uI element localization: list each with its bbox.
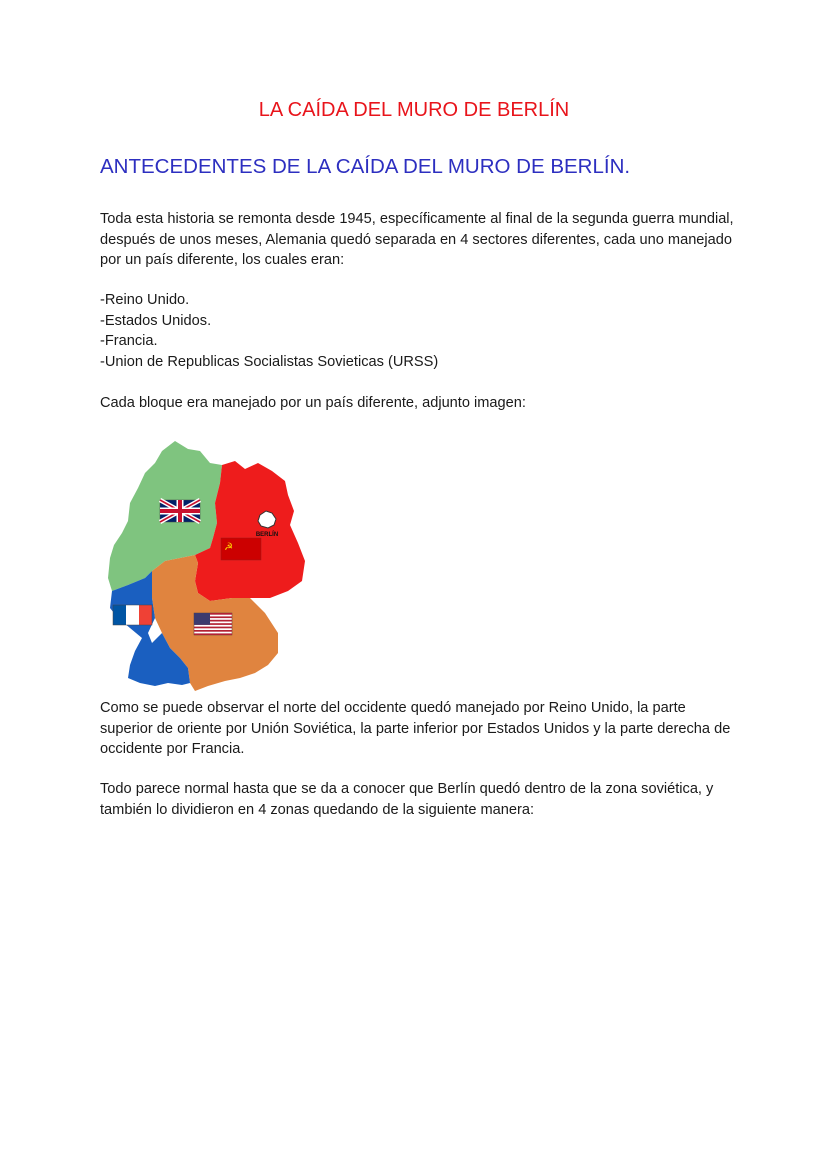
map-description-paragraph: Como se puede observar el norte del occidente quedó manejado por Reino Unido, la parte superior de oriente por Unión Soviética, la parte inferior por Estados Unidos y la parte derecha de occidente por Francia. (100, 700, 731, 757)
soviet-flag-icon (221, 538, 261, 560)
germany-occupation-zones-map (100, 433, 315, 695)
uk-flag-icon (160, 500, 200, 522)
berlin-label: BERLÍN (255, 532, 279, 538)
list-item: -Reino Unido. (100, 292, 190, 308)
svg-text:☭: ☭ (224, 542, 233, 553)
list-item: -Francia. (100, 333, 158, 349)
list-item: -Union de Republicas Socialistas Sovieticas (URSS) (100, 353, 439, 370)
sectors-list (100, 290, 438, 372)
berlin-paragraph: Todo parece normal hasta que se da a conocer que Berlín quedó dentro de la zona soviética, y también lo dividieron en 4 zonas quedando de la siguiente manera: (100, 781, 714, 818)
french-flag-icon (113, 605, 152, 625)
section-heading: ANTECEDENTES DE LA CAÍDA DEL MURO DE BERLÍN. (100, 155, 631, 178)
list-item: -Estados Unidos. (100, 312, 212, 329)
us-flag-icon (194, 613, 232, 635)
document-title: LA CAÍDA DEL MURO DE BERLÍN (258, 99, 570, 121)
image-intro-paragraph: Cada bloque era manejado por un país diferente, adjunto imagen: (100, 395, 526, 411)
intro-paragraph: Toda esta historia se remonta desde 1945, específicamente al final de la segunda guerra mundial, después de unos meses, Alemania quedó separada en 4 sectores diferentes, cada uno manejado por un país diferente, los cuales eran: (100, 211, 734, 268)
